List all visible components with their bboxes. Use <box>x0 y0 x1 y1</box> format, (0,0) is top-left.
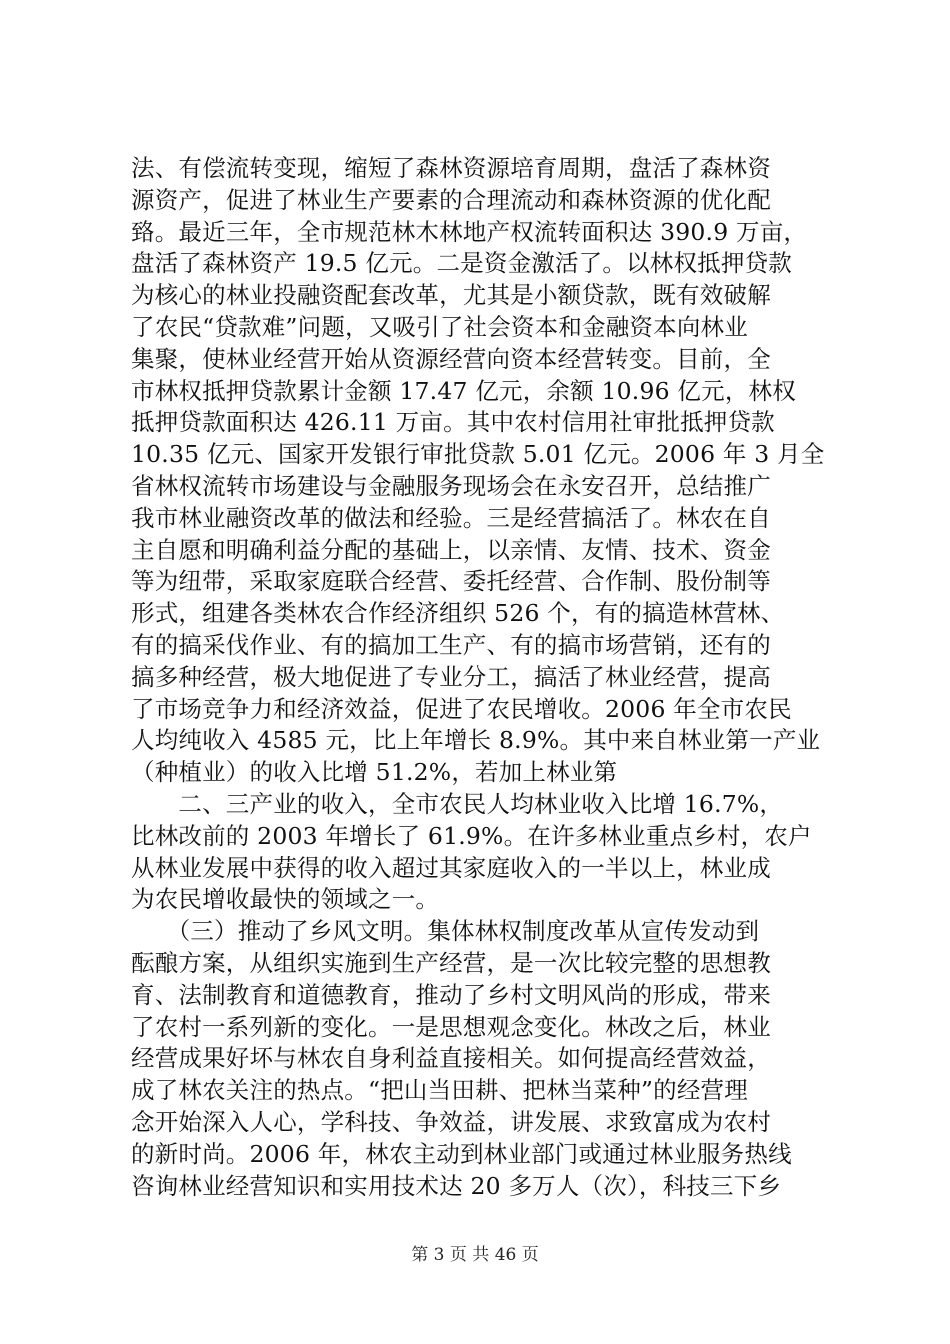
text-line: 主自愿和明确利益分配的基础上，以亲情、友情、技术、资金 <box>131 535 771 564</box>
text-line: 等为纽带，采取家庭联合经营、委托经营、合作制、股份制等 <box>131 567 771 596</box>
text-line: 从林业发展中获得的收入超过其家庭收入的一半以上，林业成 <box>131 853 771 882</box>
text-line: 二、三产业的收入，全市农民人均林业收入比增 16.7%， <box>131 789 784 818</box>
text-line: 人均纯收入 4585 元，比上年增长 8.9%。其中来自林业第一产业 <box>131 726 821 755</box>
text-line: 有的搞采伐作业、有的搞加工生产、有的搞市场营销，还有的 <box>131 630 771 659</box>
text-line: 酝酿方案，从组织实施到生产经营，是一次比较完整的思想教 <box>131 948 771 977</box>
text-line: 集聚，使林业经营开始从资源经营向资本经营转变。目前，全 <box>131 344 771 373</box>
text-line: 为核心的林业投融资配套改革，尤其是小额贷款，既有效破解 <box>131 281 771 310</box>
text-line: 我市林业融资改革的做法和经验。三是经营搞活了。林农在自 <box>131 503 771 532</box>
text-line: 形式，组建各类林农合作经济组织 526 个，有的搞造林营林、 <box>131 599 785 628</box>
text-line: 盘活了森林资产 19.5 亿元。二是资金激活了。以林权抵押贷款 <box>131 249 792 278</box>
text-line: 法、有偿流转变现，缩短了森林资源培育周期，盘活了森林资 <box>131 154 771 182</box>
text-line: 经营成果好坏与林农自身利益直接相关。如何提高经营效益， <box>131 1044 771 1073</box>
text-line: 了农村一系列新的变化。一是思想观念变化。林改之后，林业 <box>131 1012 771 1041</box>
document-body <box>131 153 828 1202</box>
page-footer: 第 3 页 共 46 页 <box>411 1245 539 1265</box>
text-line: 为农民增收最快的领域之一。 <box>131 885 440 914</box>
text-line: 抵押贷款面积达 426.11 万亩。其中农村信用社审批抵押贷款 <box>131 408 775 437</box>
text-line: 念开始深入人心，学科技、争效益，讲发展、求致富成为农村 <box>131 1107 771 1136</box>
text-line: 成了林农关注的热点。“把山当田耕、把林当菜种”的经营理 <box>131 1076 748 1105</box>
text-line: 10.35 亿元、国家开发银行审批贷款 5.01 亿元。2006 年 3 月全 <box>131 440 825 469</box>
text-line: 的新时尚。2006 年，林农主动到林业部门或通过林业服务热线 <box>131 1139 792 1168</box>
text-line: 搞多种经营，极大地促进了专业分工，搞活了林业经营，提高 <box>131 662 771 691</box>
text-line: 臵。最近三年，全市规范林木林地产权流转面积达 390.9 万亩， <box>131 217 808 246</box>
text-line: （种植业）的收入比增 51.2%，若加上林业第 <box>131 758 618 787</box>
text-line: 咨询林业经营知识和实用技术达 20 多万人（次），科技三下乡 <box>131 1171 782 1200</box>
text-line: 了农民“贷款难”问题，又吸引了社会资本和金融资本向林业 <box>131 312 748 341</box>
text-line: 源资产，促进了林业生产要素的合理流动和森林资源的优化配 <box>131 185 771 214</box>
text-line: （三）推动了乡风文明。集体林权制度改革从宣传发动到 <box>131 917 760 946</box>
text-line: 比林改前的 2003 年增长了 61.9%。在许多林业重点乡村，农户 <box>131 821 812 850</box>
text-line: 省林权流转市场建设与金融服务现场会在永安召开，总结推广 <box>131 471 771 500</box>
text-line: 市林权抵押贷款累计金额 17.47 亿元，余额 10.96 亿元，林权 <box>131 376 796 405</box>
text-line: 育、法制教育和道德教育，推动了乡村文明风尚的形成，带来 <box>131 980 771 1009</box>
text-line: 了市场竞争力和经济效益，促进了农民增收。2006 年全市农民 <box>131 694 792 723</box>
